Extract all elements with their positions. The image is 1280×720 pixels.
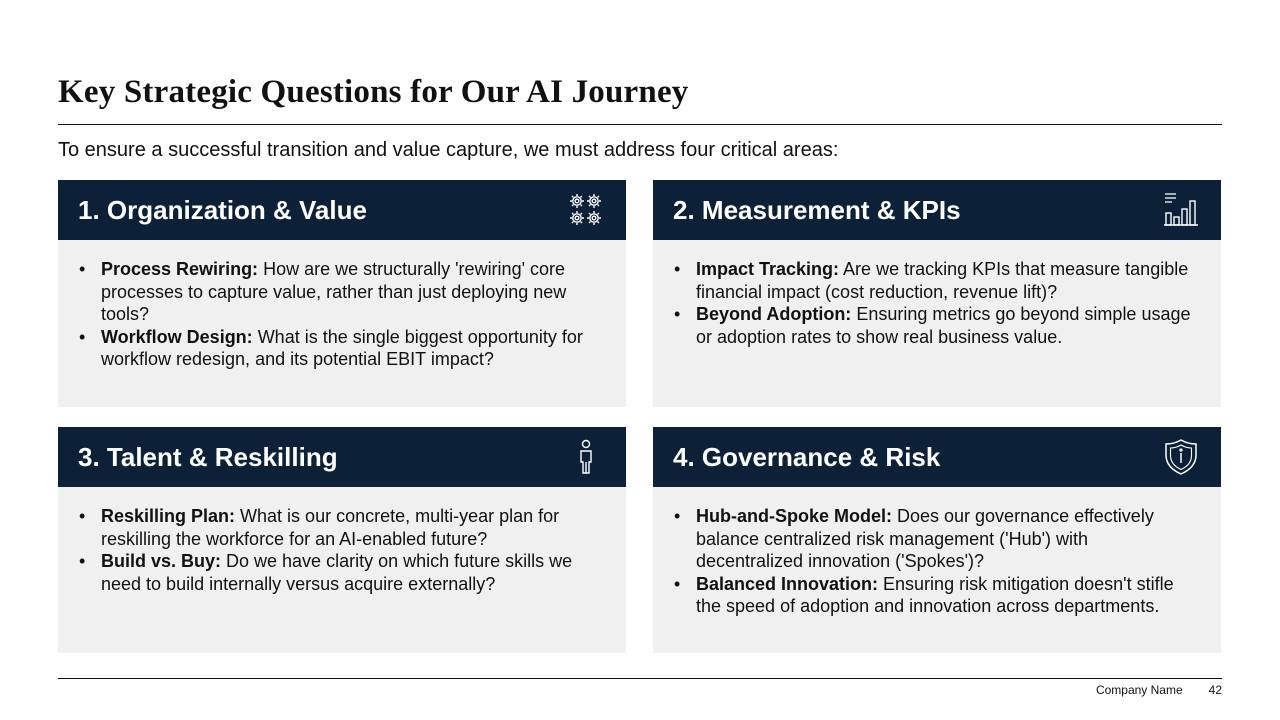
bullet-term: Balanced Innovation: [696,573,879,594]
card-title: 2. Measurement & KPIs [673,194,961,225]
title-divider [58,124,1222,125]
list-item [78,550,604,595]
bullet-term: Build vs. Buy: [101,551,222,571]
card-body [58,487,626,653]
list-item [673,303,1199,348]
card-header [653,180,1221,240]
card-title: 3. Talent & Reskilling [78,441,338,472]
page-number: 42 [1208,683,1222,697]
card-title: 1. Organization & Value [78,194,367,225]
bullet-term: Process Rewiring: [101,259,259,279]
card-measurement-kpis [653,180,1221,407]
bullet-text: Does our governance effectively balance centralized risk management ('Hub') with decentralized innovation ('Spokes')? [696,506,1154,571]
person-icon [566,437,606,477]
bullet-term: Beyond Adoption: [696,304,852,324]
shield-icon [1161,437,1201,477]
card-organization-value [58,180,626,407]
list-item [78,326,604,371]
footer [1096,683,1222,697]
page-subtitle: To ensure a successful transition and value capture, we must address four critical areas: [58,139,839,161]
bullet-text: What is the single biggest opportunity for workflow redesign, and its potential EBIT impact? [101,326,583,369]
card-talent-reskilling [58,427,626,653]
card-body [653,240,1221,407]
bullet-text: Ensuring risk mitigation doesn't stifle the speed of adoption and innovation across departments. [696,573,1174,616]
bullet-text: Are we tracking KPIs that measure tangible financial impact (cost reduction, revenue lift)? [696,259,1189,302]
page-title: Key Strategic Questions for Our AI Journey [58,74,689,110]
bullet-text: Ensuring metrics go beyond simple usage or adoption rates to show real business value. [696,304,1191,347]
bar-chart-icon [1161,190,1201,230]
bullet-text: How are we structurally 'rewiring' core processes to capture value, rather than just deploying new tools? [101,259,567,324]
bullet-term: Reskilling Plan: [101,506,236,526]
card-header [58,180,626,240]
bullet-text: Do we have clarity on which future skills we need to build internally versus acquire externally? [101,551,573,594]
list-item [673,573,1199,618]
list-item [78,505,604,550]
bullet-term: Impact Tracking: [696,259,840,279]
card-title: 4. Governance & Risk [673,441,941,472]
card-body [653,487,1221,653]
card-header [58,427,626,487]
card-governance-risk [653,427,1221,653]
list-item [673,505,1199,573]
card-body [58,240,626,407]
footer-divider [58,678,1222,679]
card-header [653,427,1221,487]
list-item [673,258,1199,303]
list-item [78,258,604,326]
bullet-term: Hub-and-Spoke Model: [696,506,892,526]
company-name: Company Name [1095,683,1183,697]
bullet-term: Workflow Design: [101,326,253,347]
bullet-text: What is our concrete, multi-year plan for reskilling the workforce for an AI-enabled future? [101,506,560,549]
gears-icon [566,190,606,230]
